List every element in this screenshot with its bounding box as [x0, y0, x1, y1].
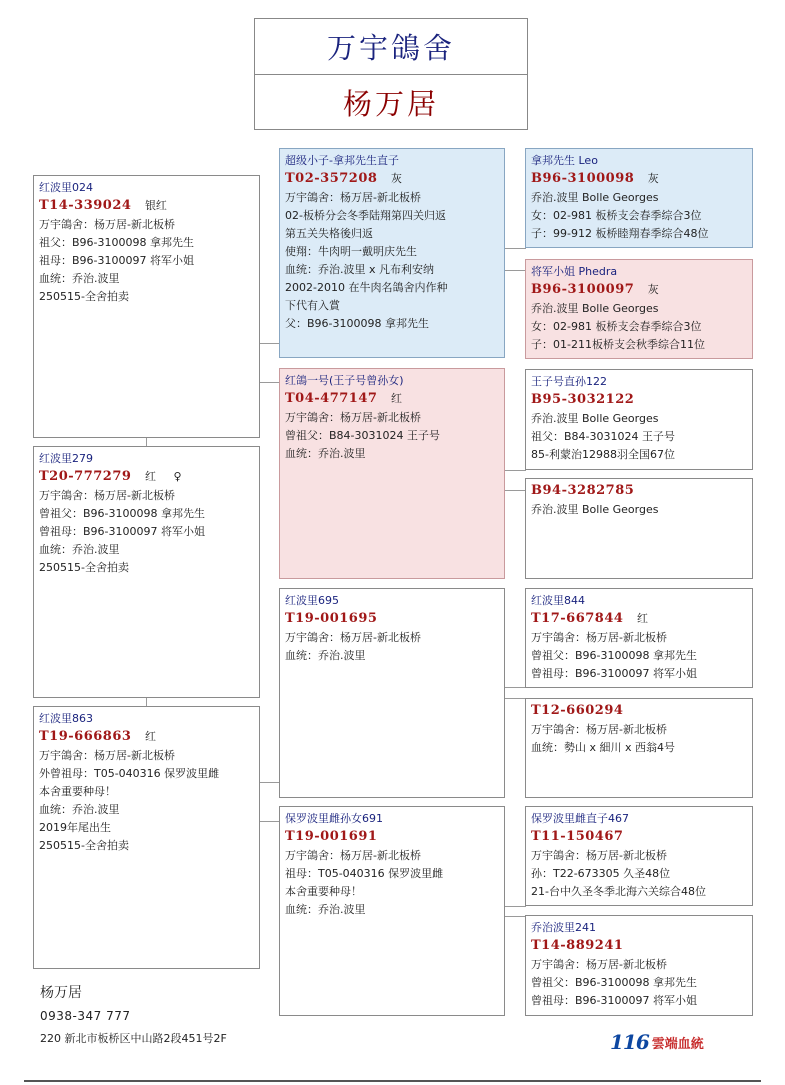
- connector-line: [504, 490, 526, 491]
- info-line: 曾祖父：B96-3100098 拿邦先生: [531, 976, 697, 989]
- info-line: 使翔：牛肉明一戴明庆先生: [285, 245, 417, 258]
- pigeon-name: 红波里279: [39, 452, 93, 465]
- pedigree-logo[interactable]: [610, 1030, 704, 1054]
- connector-line: [504, 698, 526, 699]
- info-line: 子：99-912 板桥睦翔春季综合48位: [531, 227, 709, 240]
- ring-number: T14-339024: [39, 198, 132, 213]
- pigeon-name: 红波里024: [39, 181, 93, 194]
- pigeon-card-sire-dam[interactable]: [525, 259, 753, 359]
- info-line: 万宇鴿舍：杨万居-新北板桥: [39, 218, 175, 231]
- ring-number: T17-667844: [531, 611, 624, 626]
- ring-line: [285, 828, 499, 846]
- feather-color: 灰: [390, 172, 402, 185]
- info-line: 万宇鴿舍：杨万居-新北板桥: [531, 631, 667, 644]
- info-line: 血统：乔治.波里: [285, 447, 366, 460]
- pigeon-name: 超级小子-拿邦先生直子: [285, 154, 399, 167]
- feather-color: 红: [144, 470, 156, 483]
- pigeon-name: 保罗波里雌直子467: [531, 812, 629, 825]
- info-line: 祖母：T05-040316 保罗波里雌: [285, 867, 444, 880]
- info-line: 第五关失格後归返: [285, 227, 373, 240]
- info-line: 外曾祖母：T05-040316 保罗波里雌: [39, 767, 220, 780]
- info-line: 曾祖父：B96-3100098 拿邦先生: [39, 507, 205, 520]
- info-line: 250515-全舍拍卖: [39, 561, 129, 574]
- info-line: 本舍重要种母！: [285, 885, 362, 898]
- info-line: 乔治.波里 Bolle Georges: [531, 191, 659, 204]
- contact-name: 杨万居: [40, 985, 82, 1001]
- info-line: 血统：乔治.波里: [285, 903, 366, 916]
- info-line: 血统：乔治.波里: [39, 803, 120, 816]
- ring-line: [531, 610, 747, 628]
- ring-line: [39, 728, 254, 746]
- info-line: 血统：乔治.波里 x 凡布利安纳: [285, 263, 434, 276]
- connector-line: [259, 821, 280, 822]
- ring-number: T11-150467: [531, 829, 624, 844]
- ring-number: T04-477147: [285, 391, 378, 406]
- pigeon-card-dam-dam[interactable]: [525, 478, 753, 579]
- info-line: 女：02-981 板桥支会春季综合3位: [531, 209, 702, 222]
- pedigree-header: [254, 18, 528, 130]
- ring-line: [531, 482, 747, 500]
- info-line: 85-利蒙治12988羽全国67位: [531, 448, 675, 461]
- ring-number: B96-3100097: [531, 282, 635, 297]
- owner-contact: [40, 982, 227, 1046]
- info-line: 万宇鴿舍：杨万居-新北板桥: [285, 411, 421, 424]
- info-line: 祖母：B96-3100097 将军小姐: [39, 254, 194, 267]
- info-line: 父：B96-3100098 拿邦先生: [285, 317, 429, 330]
- info-line: 乔治.波里 Bolle Georges: [531, 503, 659, 516]
- pigeon-name: 保罗波里雌孙女691: [285, 812, 383, 825]
- info-line: 血统：乔治.波里: [39, 543, 120, 556]
- pigeon-name: 红鴿一号(王子号曾孙女): [285, 374, 404, 387]
- info-line: 女：02-981 板桥支会春季综合3位: [531, 320, 702, 333]
- info-line: 万宇鴿舍：杨万居-新北板桥: [531, 849, 667, 862]
- info-line: 万宇鴿舍：杨万居-新北板桥: [285, 631, 421, 644]
- connector-line: [259, 382, 280, 383]
- info-line: 万宇鴿舍：杨万居-新北板桥: [285, 849, 421, 862]
- ring-number: B94-3282785: [531, 483, 635, 498]
- info-line: 乔治.波里 Bolle Georges: [531, 302, 659, 315]
- connector-line: [259, 782, 280, 783]
- info-line: 血统：勢山 x 細川 x 西翁4号: [531, 741, 676, 754]
- ring-number: B95-3032122: [531, 392, 635, 407]
- info-line: 血统：乔治.波里: [39, 272, 120, 285]
- pigeon-card-dam2[interactable]: [279, 806, 505, 1016]
- pigeon-name: 红波里863: [39, 712, 93, 725]
- connector-line: [504, 248, 526, 249]
- ring-line: [531, 170, 747, 188]
- pigeon-name: 拿邦先生 Leo: [531, 154, 598, 167]
- ring-line: [531, 828, 747, 846]
- pigeon-card-sire[interactable]: [279, 148, 505, 358]
- connector-line: [504, 916, 526, 917]
- info-line: 万宇鴿舍：杨万居-新北板桥: [285, 191, 421, 204]
- info-line: 曾祖母：B96-3100097 将军小姐: [39, 525, 205, 538]
- ring-number: T12-660294: [531, 703, 624, 718]
- info-line: 曾祖母：B96-3100097 将军小姐: [531, 994, 697, 1007]
- loft-name-row: [255, 19, 527, 74]
- info-line: 02-板桥分会冬季陆翔第四关归返: [285, 209, 446, 222]
- info-line: 21-台中久圣冬季北海六关综合48位: [531, 885, 706, 898]
- pigeon-card-p3[interactable]: [33, 706, 260, 969]
- ring-line: [39, 468, 254, 486]
- ring-line: [39, 197, 254, 215]
- loft-name: 万宇鴿舍: [326, 31, 455, 65]
- info-line: 曾祖父：B84-3031024 王子号: [285, 429, 440, 442]
- info-line: 万宇鴿舍：杨万居-新北板桥: [39, 749, 175, 762]
- contact-phone[interactable]: 0938-347 777: [40, 1009, 131, 1023]
- feather-color: 灰: [647, 172, 659, 185]
- info-line: 血统：乔治.波里: [285, 649, 366, 662]
- info-line: 子：01-211板桥支会秋季综合11位: [531, 338, 705, 351]
- ring-number: T20-777279: [39, 469, 132, 484]
- info-line: 祖父：B96-3100098 拿邦先生: [39, 236, 194, 249]
- info-line: 万宇鴿舍：杨万居-新北板桥: [39, 489, 175, 502]
- pigeon-name: 王子号直孙122: [531, 375, 607, 388]
- info-line: 乔治.波里 Bolle Georges: [531, 412, 659, 425]
- ring-line: [531, 281, 747, 299]
- ring-line: [285, 170, 499, 188]
- ring-line: [531, 937, 747, 955]
- contact-address: 220 新北市板桥区中山路2段451号2F: [40, 1032, 227, 1045]
- pigeon-card-sire-sire[interactable]: [525, 148, 753, 248]
- info-line: 万宇鴿舍：杨万居-新北板桥: [531, 723, 667, 736]
- pigeon-card-p1[interactable]: [33, 175, 260, 438]
- info-line: 曾祖母：B96-3100097 将军小姐: [531, 667, 697, 680]
- feather-color: 银红: [144, 199, 167, 212]
- pigeon-card-sire2-sire[interactable]: [525, 588, 753, 688]
- feather-color: 灰: [647, 283, 659, 296]
- owner-name-row: [255, 74, 527, 130]
- ring-number: T19-666863: [39, 729, 132, 744]
- pigeon-card-dam2-sire[interactable]: [525, 806, 753, 906]
- info-line: 曾祖父：B96-3100098 拿邦先生: [531, 649, 697, 662]
- info-line: 下代有入賞: [285, 299, 340, 312]
- sex-symbol: ♀: [173, 470, 182, 483]
- pigeon-name: 乔治波里241: [531, 921, 596, 934]
- info-line: 祖父：B84-3031024 王子号: [531, 430, 675, 443]
- logo-number: 116: [610, 1030, 649, 1054]
- pigeon-card-sire2-dam[interactable]: [525, 698, 753, 798]
- pigeon-name: 将军小姐 Phedra: [531, 265, 618, 278]
- pigeon-name: 红波里695: [285, 594, 339, 607]
- connector-line: [504, 906, 526, 907]
- connector-line: [259, 343, 280, 344]
- pigeon-card-dam[interactable]: [279, 368, 505, 579]
- ring-number: T19-001691: [285, 829, 378, 844]
- ring-line: [285, 390, 499, 408]
- info-line: 2002-2010 在牛肉名鴿舍内作种: [285, 281, 448, 294]
- info-line: 2019年尾出生: [39, 821, 111, 834]
- pigeon-card-p2[interactable]: [33, 446, 260, 698]
- pigeon-card-sire2[interactable]: [279, 588, 505, 798]
- ring-number: T19-001695: [285, 611, 378, 626]
- info-line: 本舍重要种母！: [39, 785, 116, 798]
- ring-line: [531, 702, 747, 720]
- ring-line: [531, 391, 747, 409]
- feather-color: 红: [636, 612, 648, 625]
- connector-line: [504, 687, 526, 688]
- pigeon-name: 红波里844: [531, 594, 585, 607]
- ring-number: T14-889241: [531, 938, 624, 953]
- pigeon-card-dam2-dam[interactable]: [525, 915, 753, 1016]
- info-line: 万宇鴿舍：杨万居-新北板桥: [531, 958, 667, 971]
- ring-number: B96-3100098: [531, 171, 635, 186]
- info-line: 孙：T22-673305 久圣48位: [531, 867, 671, 880]
- feather-color: 红: [390, 392, 402, 405]
- ring-number: T02-357208: [285, 171, 378, 186]
- logo-text: 雲端血統: [651, 1036, 704, 1052]
- connector-line: [504, 270, 526, 271]
- owner-name: 杨万居: [342, 87, 439, 121]
- connector-line: [504, 470, 526, 471]
- ring-line: [285, 610, 499, 628]
- feather-color: 红: [144, 730, 156, 743]
- info-line: 250515-全舍拍卖: [39, 290, 129, 303]
- bottom-divider: [24, 1080, 761, 1082]
- info-line: 250515-全舍拍卖: [39, 839, 129, 852]
- pigeon-card-dam-sire[interactable]: [525, 369, 753, 470]
